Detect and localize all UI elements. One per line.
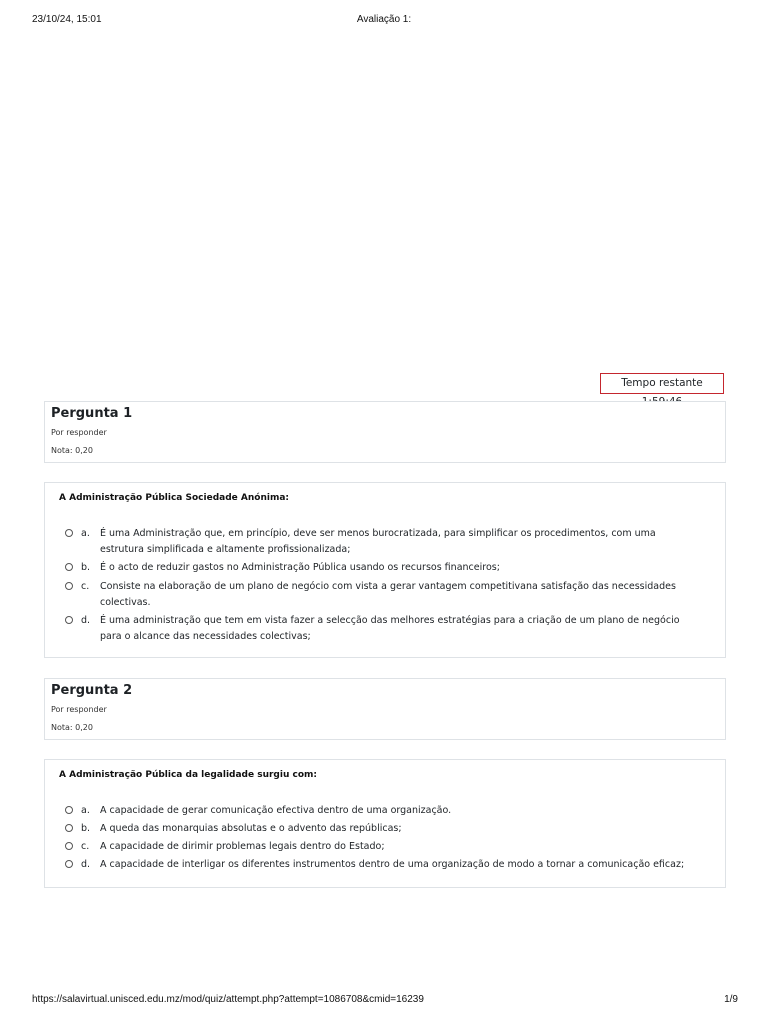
answer-letter: a.: [81, 528, 90, 539]
question-content-1: [44, 482, 726, 658]
question-text: A Administração Pública Sociedade Anónima:: [59, 493, 289, 503]
answer-text: Consiste na elaboração de um plano de negócio com vista a gerar vantagem competitivana satisfação das necessidades colectivas.: [100, 581, 676, 608]
print-header: [0, 14, 768, 30]
question-info-1: [44, 401, 726, 463]
radio-button[interactable]: [65, 616, 73, 624]
print-page-number: 1/9: [724, 994, 738, 1005]
answer-letter: a.: [81, 805, 90, 816]
print-datetime: 23/10/24, 15:01: [32, 14, 102, 25]
question-grade: Nota: 0,20: [51, 723, 93, 732]
question-state: Por responder: [51, 428, 107, 437]
answer-text: A queda das monarquias absolutas e o advento das repúblicas;: [100, 823, 402, 834]
radio-button[interactable]: [65, 563, 73, 571]
answer-text: É o acto de reduzir gastos no Administração Pública usando os recursos financeiros;: [100, 562, 500, 573]
radio-button[interactable]: [65, 806, 73, 814]
question-text: A Administração Pública da legalidade surgiu com:: [59, 770, 317, 780]
answer-letter: b.: [81, 823, 91, 834]
radio-button[interactable]: [65, 842, 73, 850]
question-title: Pergunta 1: [51, 406, 133, 421]
print-url: https://salavirtual.unisced.edu.mz/mod/quiz/attempt.php?attempt=1086708&cmid=16239: [32, 994, 424, 1005]
radio-button[interactable]: [65, 582, 73, 590]
print-footer: [0, 994, 768, 1010]
answer-text: A capacidade de interligar os diferentes instrumentos dentro de uma organização de modo a tornar a comunicação eficaz;: [100, 859, 685, 870]
question-content-2: [44, 759, 726, 888]
print-title: Avaliação 1:: [356, 14, 412, 25]
answer-letter: d.: [81, 859, 91, 870]
answer-letter: d.: [81, 615, 91, 626]
radio-button[interactable]: [65, 860, 73, 868]
question-grade: Nota: 0,20: [51, 446, 93, 455]
timer-remaining: Tempo restante: [600, 373, 724, 394]
answer-text: É uma Administração que, em princípio, deve ser menos burocratizada, para simplificar os procedimentos, com uma estrutura simplificada e altamente profissionalizada;: [100, 528, 656, 555]
question-state: Por responder: [51, 705, 107, 714]
answer-letter: c.: [81, 581, 90, 592]
answer-text: A capacidade de gerar comunicação efectiva dentro de uma organização.: [100, 805, 452, 816]
question-info-2: [44, 678, 726, 740]
answer-text: A capacidade de dirimir problemas legais dentro do Estado;: [100, 841, 385, 852]
question-title: Pergunta 2: [51, 683, 133, 698]
answer-letter: c.: [81, 841, 90, 852]
answer-letter: b.: [81, 562, 91, 573]
answer-text: É uma administração que tem em vista fazer a selecção das melhores estratégias para a criação de um plano de negócio para o alcance das necessidades colectivas;: [100, 615, 680, 642]
radio-button[interactable]: [65, 824, 73, 832]
radio-button[interactable]: [65, 529, 73, 537]
